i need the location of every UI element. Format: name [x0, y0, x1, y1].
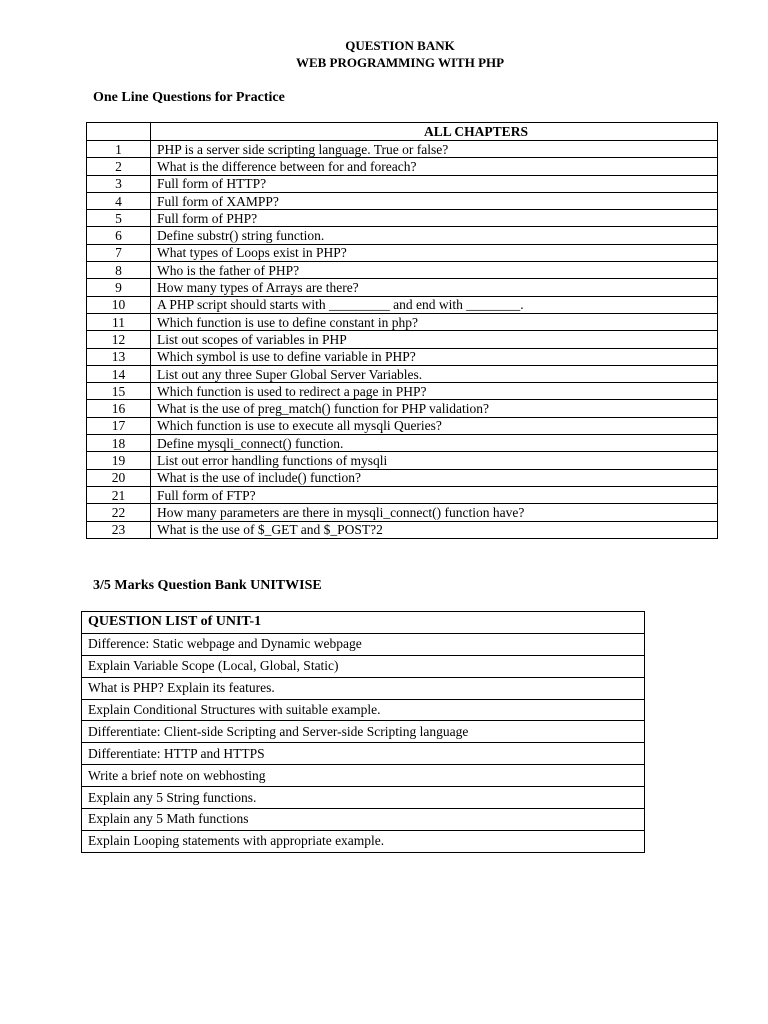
question-number: 18	[87, 435, 151, 452]
question-number: 9	[87, 279, 151, 296]
table-row	[82, 655, 645, 677]
table-row	[87, 175, 718, 192]
question-text: List out error handling functions of mysqli	[151, 452, 718, 469]
question-number: 16	[87, 400, 151, 417]
question-number: 11	[87, 313, 151, 330]
question-text: Full form of XAMPP?	[151, 192, 718, 209]
question-text: What is the use of include() function?	[151, 469, 718, 486]
one-line-heading: One Line Questions for Practice	[93, 90, 285, 105]
number-header-cell	[87, 123, 151, 141]
all-chapters-header: ALL CHAPTERS	[151, 123, 718, 141]
question-text: Who is the father of PHP?	[151, 262, 718, 279]
table-row	[87, 452, 718, 469]
table-row	[82, 743, 645, 765]
question-number: 10	[87, 296, 151, 313]
table-row	[87, 383, 718, 400]
question-number: 2	[87, 158, 151, 175]
document-subtitle: WEB PROGRAMMING WITH PHP	[295, 55, 505, 70]
table-row	[87, 158, 718, 175]
table-header-row	[82, 612, 645, 634]
table-row	[87, 279, 718, 296]
question-text: Write a brief note on webhosting	[82, 765, 645, 787]
table-row	[87, 435, 718, 452]
question-number: 7	[87, 244, 151, 261]
question-number: 23	[87, 521, 151, 538]
table-row	[87, 227, 718, 244]
question-text: What is PHP? Explain its features.	[82, 677, 645, 699]
question-text: Explain Variable Scope (Local, Global, Static)	[82, 655, 645, 677]
question-number: 14	[87, 365, 151, 382]
question-text: List out scopes of variables in PHP	[151, 331, 718, 348]
question-text: What is the use of $_GET and $_POST?2	[151, 521, 718, 538]
question-text: What is the difference between for and foreach?	[151, 158, 718, 175]
document-title: QUESTION BANK	[345, 38, 455, 53]
table-row	[87, 348, 718, 365]
question-number: 8	[87, 262, 151, 279]
question-number: 20	[87, 469, 151, 486]
question-text: Define mysqli_connect() function.	[151, 435, 718, 452]
question-text: How many parameters are there in mysqli_connect() function have?	[151, 504, 718, 521]
question-text: Differentiate: Client-side Scripting and Server-side Scripting language	[82, 721, 645, 743]
question-text: Explain Conditional Structures with suitable example.	[82, 699, 645, 721]
table-row	[87, 244, 718, 261]
table-row	[87, 469, 718, 486]
question-number: 22	[87, 504, 151, 521]
question-text: Difference: Static webpage and Dynamic webpage	[82, 633, 645, 655]
question-text: PHP is a server side scripting language. True or false?	[151, 141, 718, 158]
question-number: 6	[87, 227, 151, 244]
question-text: List out any three Super Global Server Variables.	[151, 365, 718, 382]
question-number: 4	[87, 192, 151, 209]
question-number: 21	[87, 486, 151, 503]
question-number: 5	[87, 210, 151, 227]
question-text: Explain any 5 String functions.	[82, 787, 645, 809]
table-row	[87, 417, 718, 434]
table-row	[87, 521, 718, 538]
table-row	[87, 400, 718, 417]
question-text: What is the use of preg_match() function for PHP validation?	[151, 400, 718, 417]
question-text: Full form of HTTP?	[151, 175, 718, 192]
question-text: What types of Loops exist in PHP?	[151, 244, 718, 261]
question-text: Which function is used to redirect a page in PHP?	[151, 383, 718, 400]
question-text: Which function is use to execute all mysqli Queries?	[151, 417, 718, 434]
table-row	[82, 677, 645, 699]
unit-1-header: QUESTION LIST of UNIT-1	[82, 612, 645, 634]
one-line-questions-table	[86, 122, 718, 539]
unit-1-questions-table	[81, 611, 645, 853]
table-row	[82, 699, 645, 721]
question-text: Which function is use to define constant in php?	[151, 313, 718, 330]
marks-heading: 3/5 Marks Question Bank UNITWISE	[93, 578, 322, 593]
question-number: 17	[87, 417, 151, 434]
question-number: 12	[87, 331, 151, 348]
question-text: Explain any 5 Math functions	[82, 809, 645, 831]
table-row	[82, 765, 645, 787]
question-text: Which symbol is use to define variable in PHP?	[151, 348, 718, 365]
table-header-row	[87, 123, 718, 141]
question-text: How many types of Arrays are there?	[151, 279, 718, 296]
table-row	[82, 787, 645, 809]
table-row	[82, 721, 645, 743]
table-row	[87, 262, 718, 279]
table-row	[87, 141, 718, 158]
question-number: 13	[87, 348, 151, 365]
question-text: A PHP script should starts with _________ and end with ________.	[151, 296, 718, 313]
question-number: 3	[87, 175, 151, 192]
table-row	[87, 210, 718, 227]
table-row	[87, 486, 718, 503]
question-text: Differentiate: HTTP and HTTPS	[82, 743, 645, 765]
table-row	[87, 313, 718, 330]
question-text: Explain Looping statements with appropriate example.	[82, 830, 645, 852]
table-row	[87, 192, 718, 209]
table-row	[87, 365, 718, 382]
table-row	[87, 296, 718, 313]
table-row	[82, 633, 645, 655]
table-row	[87, 331, 718, 348]
table-row	[82, 830, 645, 852]
question-number: 19	[87, 452, 151, 469]
question-number: 15	[87, 383, 151, 400]
table-row	[82, 809, 645, 831]
question-text: Full form of PHP?	[151, 210, 718, 227]
table-row	[87, 504, 718, 521]
question-text: Define substr() string function.	[151, 227, 718, 244]
question-text: Full form of FTP?	[151, 486, 718, 503]
question-number: 1	[87, 141, 151, 158]
